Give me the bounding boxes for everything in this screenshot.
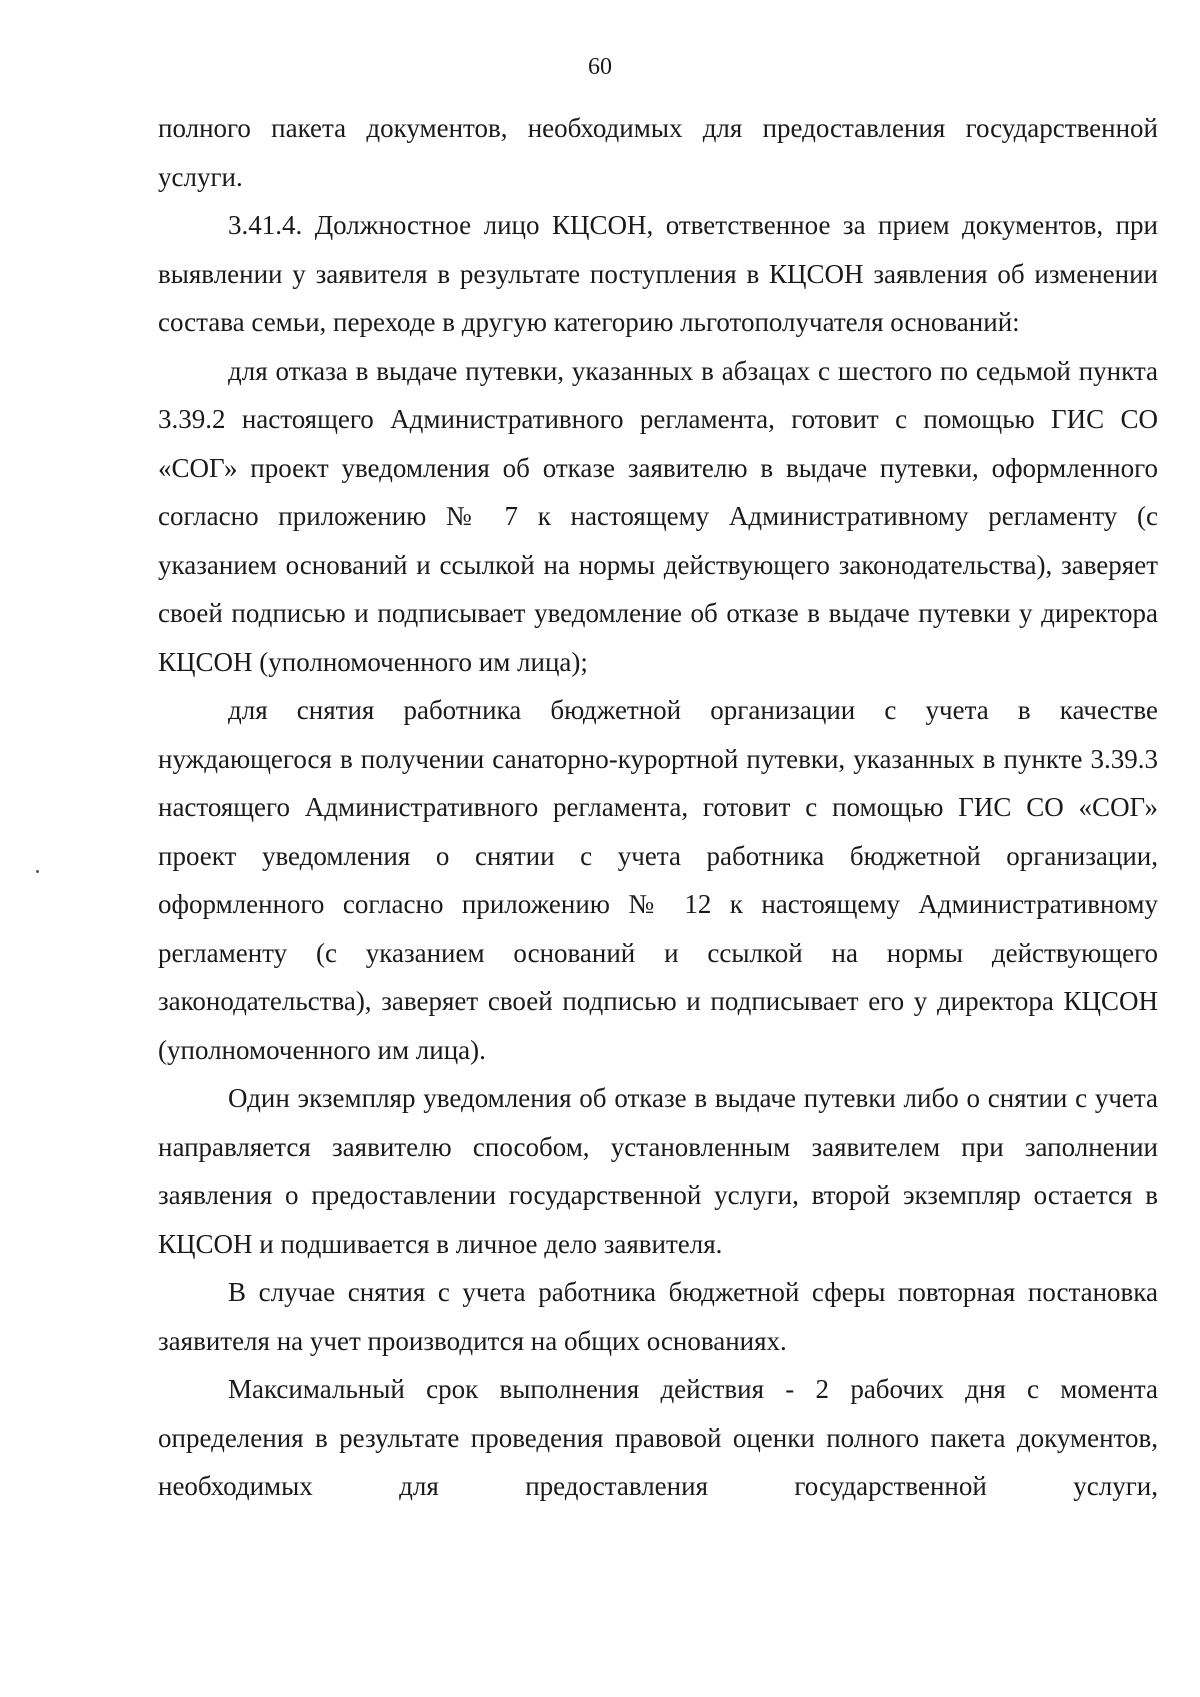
paragraph-re-registration: В случае снятия с учета работника бюджетной сферы повторная постановка заявителя на учет производится на общих основаниях.: [158, 1277, 1158, 1356]
paragraph-refusal-case: для отказа в выдаче путевки, указанных в абзацах с шестого по седьмой пункта 3.39.2 настоящего Административного регламента, готовит с помощью ГИС СО «СОГ» проект уведомления об отказе заявителю в выдаче путевки, оформленного согласно приложению № 7 к настоящему Административному регламенту (с указанием оснований и ссылкой на нормы действующего законодательства), заверяет своей подписью и подписывает уведомление об отказе в выдаче путевки у директора КЦСОН (уполномоченного им лица);: [158, 355, 1158, 677]
paragraph-continuation: полного пакета документов, необходимых для предоставления государственной услуги.: [158, 113, 1158, 192]
margin-mark: [36, 870, 39, 873]
paragraph-max-term: Максимальный срок выполнения действия - 2 рабочих дня с момента определения в результате проведения правовой оценки полного пакета документов, необходимых для предоставления государственной услуги,: [158, 1374, 1158, 1501]
paragraph-3-41-4: 3.41.4. Должностное лицо КЦСОН, ответственное за прием документов, при выявлении у заявителя в результате поступления в КЦСОН заявления об изменении состава семьи, переходе в другую категорию льготополучателя оснований:: [158, 210, 1158, 337]
paragraph-deregistration-case: для снятия работника бюджетной организации с учета в качестве нуждающегося в получении санаторно-курортной путевки, указанных в пункте 3.39.3 настоящего Административного регламента, готовит с помощью ГИС СО «СОГ» проект уведомления о снятии с учета работника бюджетной организации, оформленного согласно приложению № 12 к настоящему Административному регламенту (с указанием оснований и ссылкой на нормы действующего законодательства), заверяет своей подписью и подписывает его у директора КЦСОН (уполномоченного им лица).: [158, 695, 1158, 1065]
paragraph-notice-copies: Один экземпляр уведомления об отказе в выдаче путевки либо о снятии с учета направляется заявителю способом, установленным заявителем при заполнении заявления о предоставлении государственной услуги, второй экземпляр остается в КЦСОН и подшивается в личное дело заявителя.: [158, 1083, 1158, 1259]
page-number: 60: [588, 54, 612, 80]
document-body: [158, 104, 1158, 1511]
